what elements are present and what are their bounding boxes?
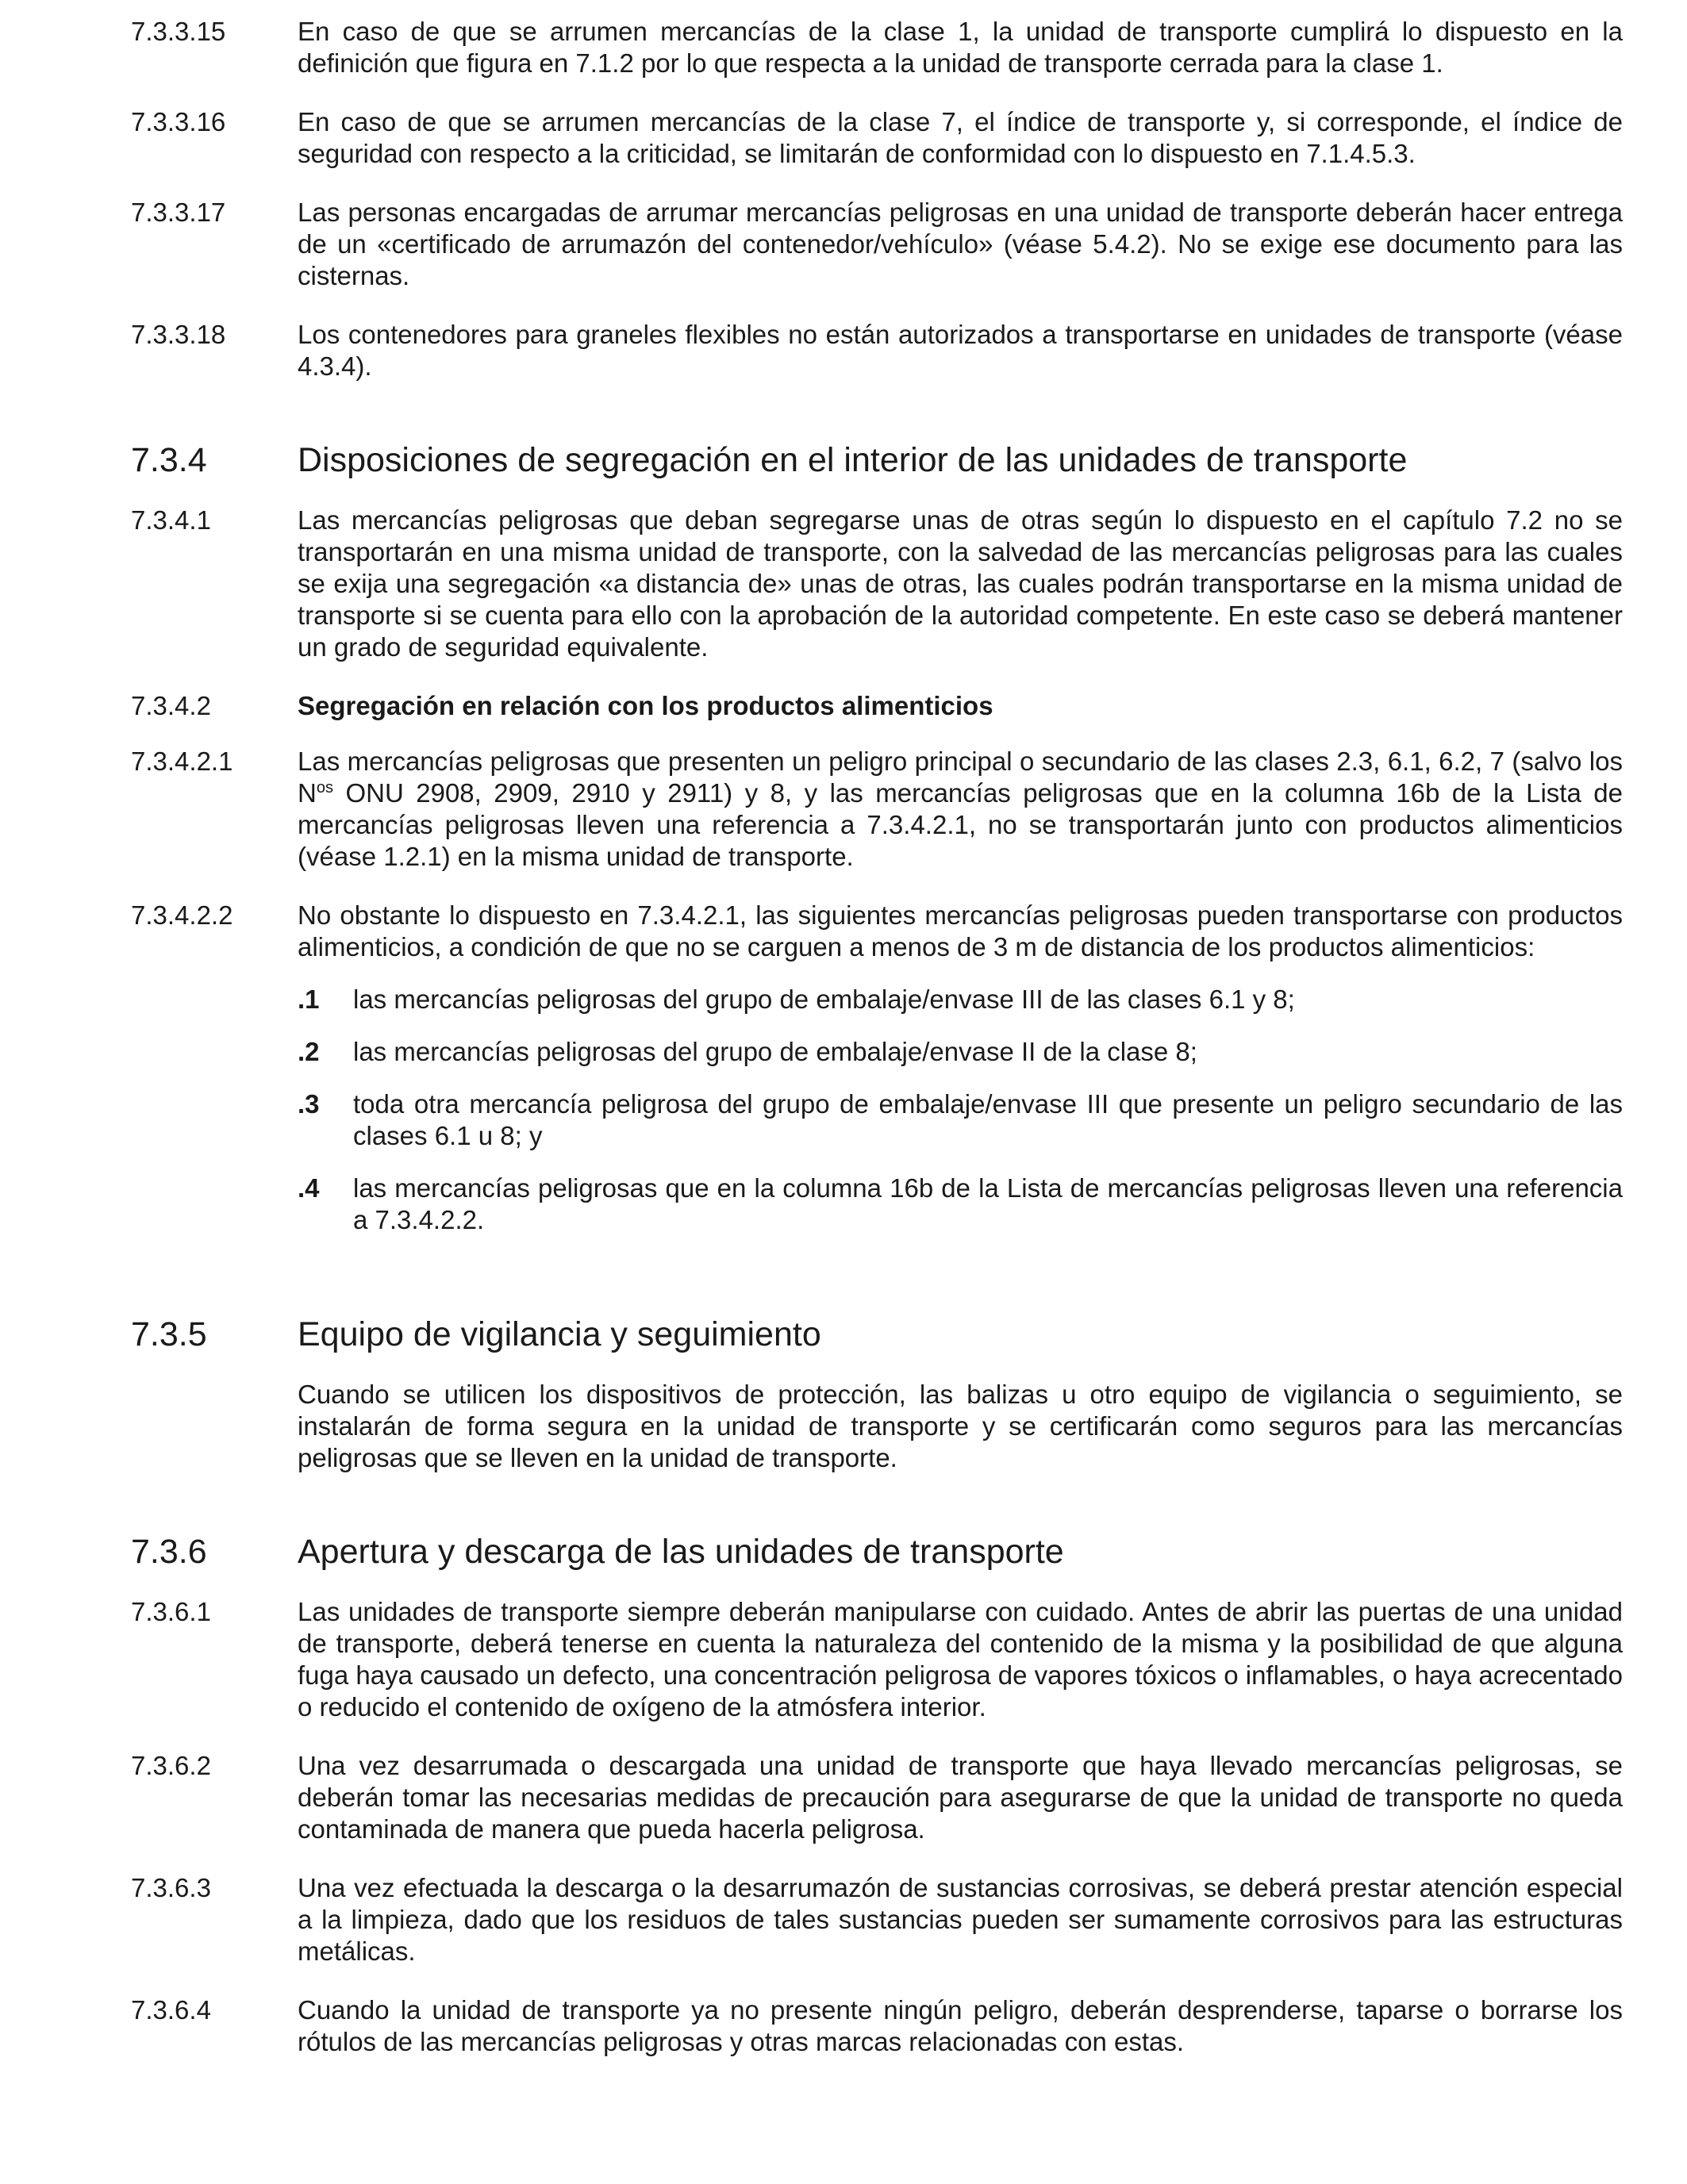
section-number: 7.3.6 (131, 1533, 207, 1571)
paragraph-text: Una vez desarrumada o descargada una unidad de transporte que haya llevado mercancías peligrosas, se deberán tomar las necesarias medidas de precaución para asegurarse de que la unidad de transporte no queda contaminada de manera que pueda hacerla peligrosa. (298, 1751, 1623, 1844)
paragraph-number: 7.3.6.4 (131, 1995, 211, 2025)
section-number: 7.3.4 (131, 441, 207, 479)
subsection-number: 7.3.4.2 (131, 691, 211, 720)
section-heading-7-3-6 (131, 1531, 1623, 1572)
paragraph-text-part: Las mercancías peligrosas que presenten un peligro principal o secundario de las clases 2.3, 6.1, 6.2, 7 (salvo los N (298, 747, 1623, 808)
paragraph-text-part: ONU 2908, 2909, 2910 y 2911) y 8, y las mercancías peligrosas que en la columna 16b de la Lista de mercancías peligrosas lleven una referencia a 7.3.4.2.1, no se transportarán junto con productos alimenticios (véase 1.2.1) en la misma unidad de transporte. (298, 778, 1623, 871)
paragraph-text: Las personas encargadas de arrumar mercancías peligrosas en una unidad de transporte deberán hacer entrega de un «certificado de arrumazón del contenedor/vehículo» (véase 5.4.2). No se exige ese documento para las cisternas. (298, 198, 1623, 290)
section-title: Disposiciones de segregación en el interior de las unidades de transporte (298, 441, 1408, 479)
paragraph-7-3-6-2 (131, 1750, 1623, 1845)
sub-item-text: toda otra mercancía peligrosa del grupo de embalaje/envase III que presente un peligro secundario de las clases 6.1 u 8; y (353, 1089, 1623, 1150)
paragraph-text: Las unidades de transporte siempre deberán manipularse con cuidado. Antes de abrir las puertas de una unidad de transporte, deberá tenerse en cuenta la naturaleza del contenido de la misma y la posibilidad de que alguna fuga haya causado un defecto, una concentración peligrosa de vapores tóxicos o inflamables, o haya acrecentado o reducido el contenido de oxígeno de la atmósfera interior. (298, 1597, 1623, 1721)
paragraph-number: 7.3.3.17 (131, 198, 226, 227)
paragraph-text: Los contenedores para graneles flexibles no están autorizados a transportarse en unidades de transporte (véase 4.3.4). (298, 320, 1623, 381)
paragraph-number: 7.3.6.2 (131, 1751, 211, 1780)
sub-item (298, 1036, 1623, 1068)
section-title: Equipo de vigilancia y seguimiento (298, 1315, 821, 1353)
paragraph-7-3-6-3 (131, 1872, 1623, 1967)
paragraph-number: 7.3.3.15 (131, 17, 226, 46)
sub-item (298, 984, 1623, 1015)
paragraph-body (298, 900, 1623, 1257)
paragraph-number: 7.3.4.2.1 (131, 747, 233, 776)
paragraph-text: En caso de que se arrumen mercancías de la clase 7, el índice de transporte y, si corresponde, el índice de seguridad con respecto a la criticidad, se limitarán de conformidad con lo dispuesto en 7.1.4.5.3. (298, 107, 1623, 168)
paragraph-7-3-3-16 (131, 106, 1623, 170)
paragraph-number: 7.3.6.3 (131, 1873, 211, 1902)
sub-item-text: las mercancías peligrosas del grupo de embalaje/envase II de la clase 8; (353, 1037, 1197, 1066)
subsection-title: Segregación en relación con los productos alimenticios (298, 691, 993, 720)
paragraph-7-3-6-4 (131, 1994, 1623, 2058)
sub-item (298, 1173, 1623, 1236)
paragraph-text (298, 746, 1623, 873)
subsection-heading-7-3-4-2 (131, 690, 1623, 722)
superscript: os (316, 779, 333, 796)
sub-item-marker: .4 (298, 1173, 320, 1203)
sub-item-marker: .3 (298, 1089, 320, 1119)
sub-item-marker: .1 (298, 985, 320, 1014)
paragraph-number: 7.3.4.2.2 (131, 900, 233, 930)
paragraph-text: Las mercancías peligrosas que deban segregarse unas de otras según lo dispuesto en el capítulo 7.2 no se transportarán en una misma unidad de transporte, con la salvedad de las mercancías peligrosas para las cuales se exija una segregación «a distancia de» unas de otras, las cuales podrán transportarse en la misma unidad de transporte si se cuenta para ello con la aprobación de la autoridad competente. En este caso se deberá mantener un grado de seguridad equivalente. (298, 505, 1623, 662)
section-number: 7.3.5 (131, 1315, 207, 1353)
document-page (131, 16, 1623, 2085)
paragraph-7-3-3-17 (131, 197, 1623, 292)
paragraph-number: 7.3.6.1 (131, 1597, 211, 1626)
paragraph-7-3-4-2-2 (131, 900, 1623, 1257)
sub-item-list (298, 984, 1623, 1236)
paragraph-text: En caso de que se arrumen mercancías de la clase 1, la unidad de transporte cumplirá lo dispuesto en la definición que figura en 7.1.2 por lo que respecta a la unidad de transporte cerrada para la clase 1. (298, 17, 1623, 78)
paragraph-text: Cuando se utilicen los dispositivos de protección, las balizas u otro equipo de vigilancia o seguimiento, se instalarán de forma segura en la unidad de transporte y se certificarán como seguros para las mercancías peligrosas que se lleven en la unidad de transporte. (298, 1380, 1623, 1472)
paragraph-7-3-6-1 (131, 1596, 1623, 1723)
paragraph-7-3-4-1 (131, 505, 1623, 663)
paragraph-7-3-3-15 (131, 16, 1623, 79)
sub-item-text: las mercancías peligrosas del grupo de embalaje/envase III de las clases 6.1 y 8; (353, 985, 1295, 1014)
paragraph-7-3-4-2-1 (131, 746, 1623, 873)
section-heading-7-3-4 (131, 439, 1623, 481)
section-heading-7-3-5 (131, 1314, 1623, 1355)
paragraph-text: No obstante lo dispuesto en 7.3.4.2.1, las siguientes mercancías peligrosas pueden transportarse con productos alimenticios, a condición de que no se carguen a menos de 3 m de distancia de los productos alimenticios: (298, 900, 1623, 961)
paragraph-text: Una vez efectuada la descarga o la desarrumazón de sustancias corrosivas, se deberá prestar atención especial a la limpieza, dado que los residuos de tales sustancias pueden ser sumamente corrosivos para las estructuras metálicas. (298, 1873, 1623, 1966)
paragraph-7-3-3-18 (131, 319, 1623, 382)
sub-item-text: las mercancías peligrosas que en la columna 16b de la Lista de mercancías peligrosas lleven una referencia a 7.3.4.2.2. (353, 1173, 1623, 1234)
paragraph-number: 7.3.3.18 (131, 320, 226, 349)
section-title: Apertura y descarga de las unidades de transporte (298, 1533, 1064, 1571)
paragraph-number: 7.3.3.16 (131, 107, 226, 136)
sub-item-marker: .2 (298, 1037, 320, 1066)
paragraph-text: Cuando la unidad de transporte ya no presente ningún peligro, deberán desprenderse, taparse o borrarse los rótulos de las mercancías peligrosas y otras marcas relacionadas con estas. (298, 1995, 1623, 2056)
paragraph-number: 7.3.4.1 (131, 505, 211, 535)
sub-item (298, 1088, 1623, 1152)
paragraph-7-3-5 (131, 1379, 1623, 1474)
